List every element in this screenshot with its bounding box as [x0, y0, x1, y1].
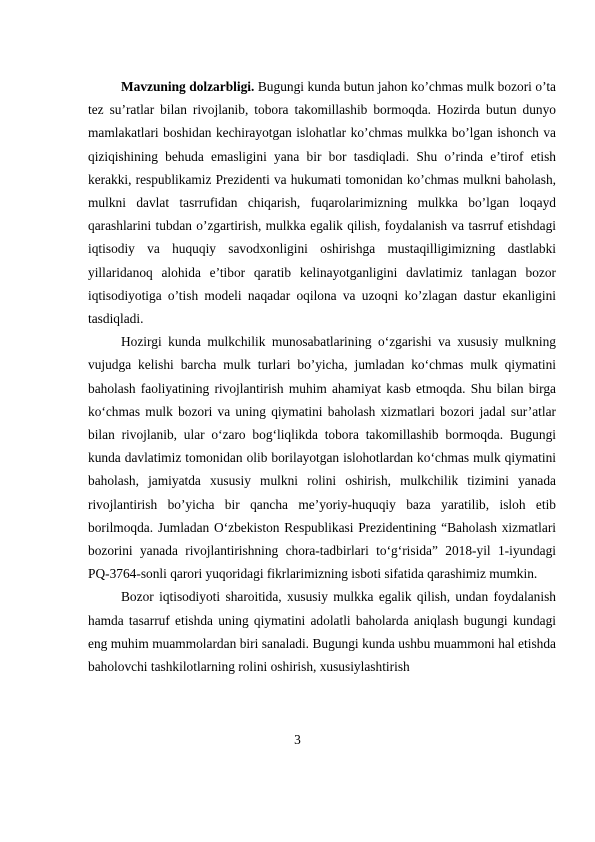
- body-text: [88, 75, 556, 678]
- section-heading: Mavzuning dolzarbligi.: [121, 79, 255, 94]
- page-number: 3: [294, 732, 301, 747]
- paragraph: Bozor iqtisodiyoti sharoitida, xususiy mulkka egalik qilish, undan foydalanish hamda tasarruf etishda uning qiymatini adolatli baholarda aniqlash bugungi kundagi eng muhim muammolardan biri sanaladi. Bugungi kunda ushbu muammoni hal etishda baholovchi tashkilotlarning rolini oshirish, xususiylashtirish: [88, 589, 556, 675]
- paragraph-relevance: [88, 75, 556, 330]
- paragraph: Hozirgi kunda mulkchilik munosabatlarining o‘zgarishi va xususiy mulkning vujudga kelishi barcha mulk turlari bo’yicha, jumladan ko‘chmas mulk qiymatini baholash faoliyatining rivojlantirish muhim ahamiyat kasb etmoqda. Shu bilan birga ko‘chmas mulk bozori va uning qiymatini baholash xizmatlari bozori jadal sur’atlar bilan rivojlanib, ular o‘zaro bog‘liqlikda tobora takomillashib bormoqda. Bugungi kunda davlatimiz tomonidan olib borilayotgan islohotlardan ko‘chmas mulk qiymatini baholash, jamiyatda xususiy mulkni rolini oshirish, mulkchilik tizimini yanada rivojlantirish bo’yicha bir qancha me’yoriy-huquqiy baza yaratilib, isloh etib borilmoqda. Jumladan O‘zbekiston Respublikasi Prezidentining “Baholash xizmatlari bozorini yanada rivojlantirishning chora-tadbirlari to‘g‘risida” 2018-yil 1-iyundagi PQ-3764-sonli qarori yuqoridagi fikrlarimizning isboti sifatida qarashimiz mumkin.: [88, 334, 556, 582]
- paragraph-text: Bugungi kunda butun jahon ko’chmas mulk bozori o’ta tez su’ratlar bilan rivojlanib, tobora takomillashib bormoqda. Hozirda butun dunyo mamlakatlari boshidan kechirayotgan islohatlar ko’chmas mulkka bo’lgan ishonch va qiziqishining behuda emasligini yana bir bor tasdiqladi. Shu o’rinda e’tirof etish kerakki, respublikamiz Prezidenti va hukumati tomonidan ko’chmas mulkni baholash, mulkni davlat tasrrufidan chiqarish, fuqarolarimizning mulkka bo’lgan loqayd qarashlarini tubdan o’zgartirish, mulkka egalik qilish, foydalanish va tasrruf etishdagi iqtisodiy va huquqiy savodxonligini oshirishga mustaqilligimizning dastlabki yillaridanoq alohida e’tibor qaratib kelinayotganligini davlatimiz tanlagan bozor iqtisodiyotiga o’tish modeli naqadar oqilona va uzoqni ko’zlagan dastur ekanligini tasdiqladi.: [88, 79, 556, 327]
